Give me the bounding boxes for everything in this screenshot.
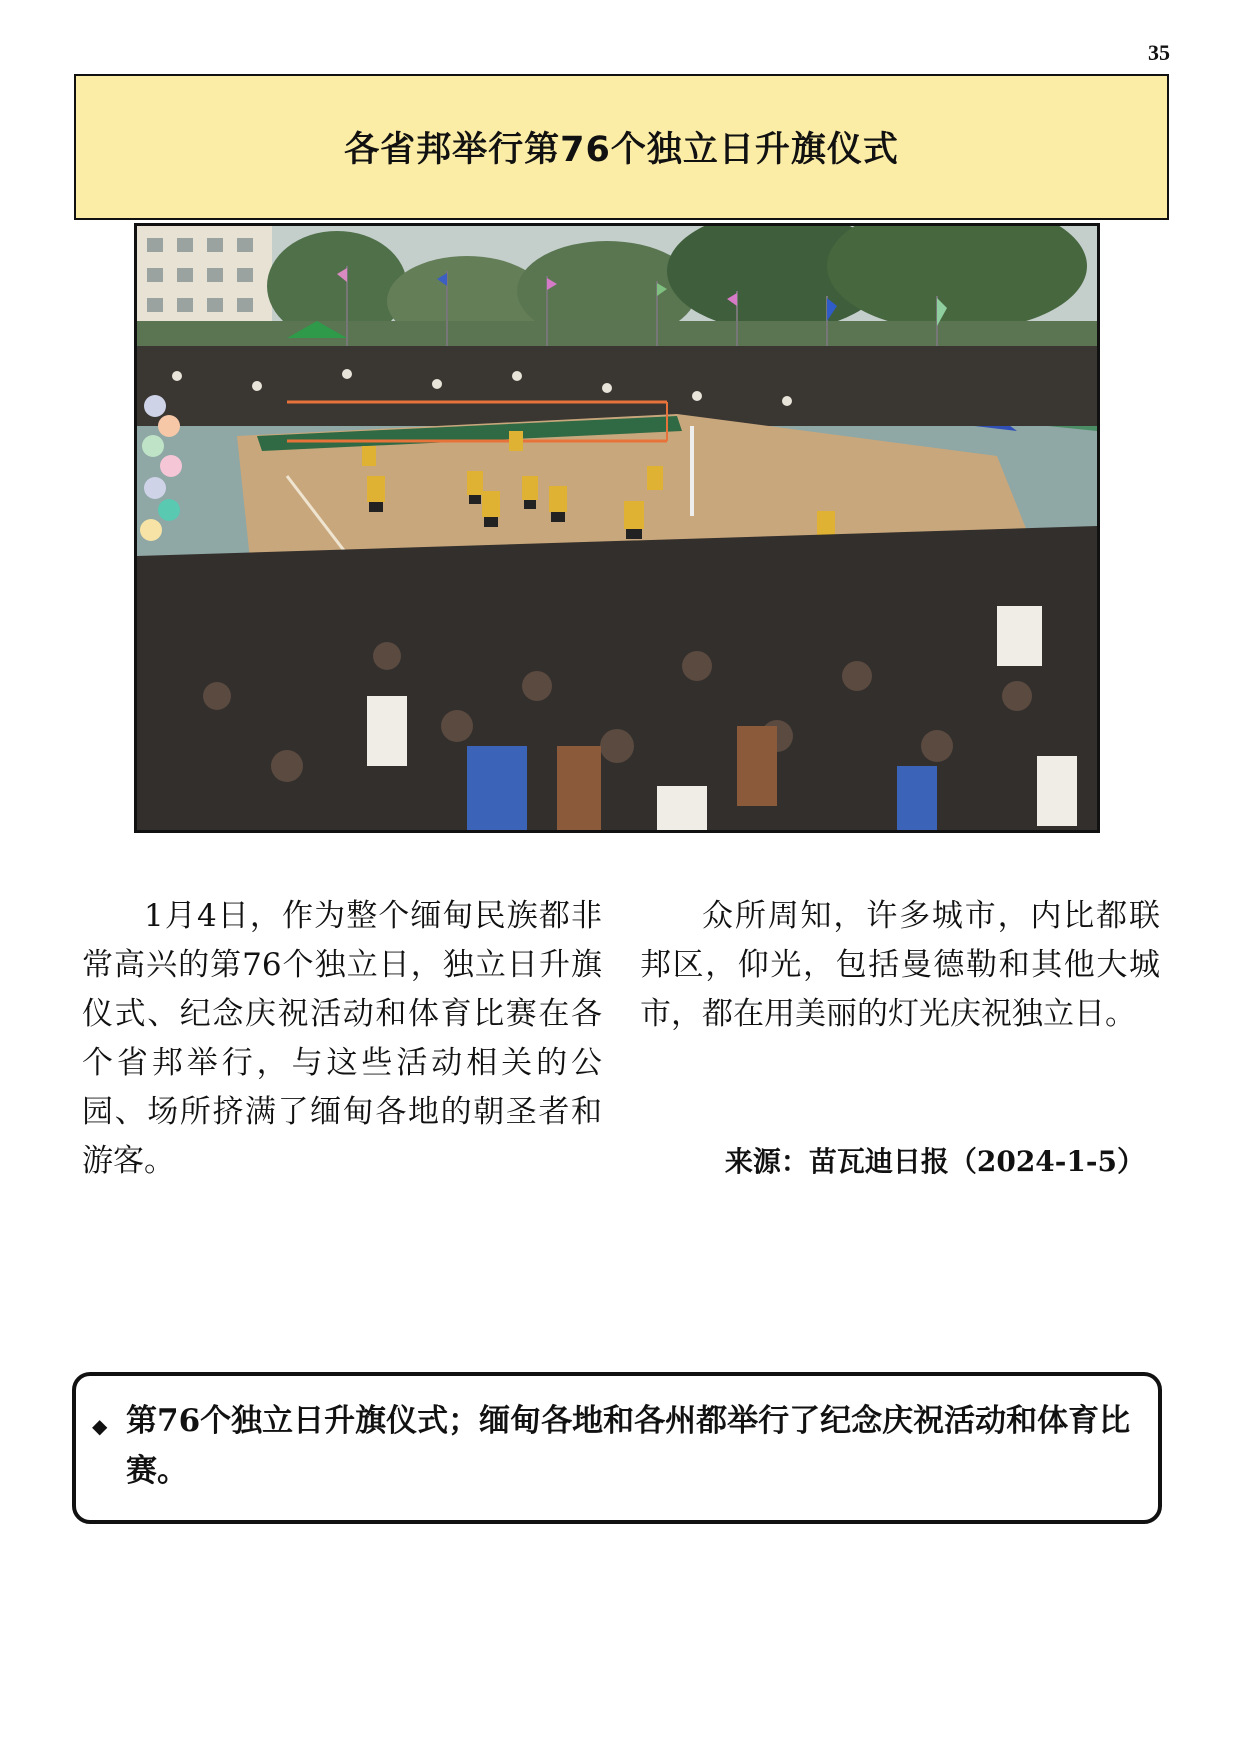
article-paragraph: 众所周知，许多城市，内比都联邦区，仰光，包括曼德勒和其他大城市，都在用美丽的灯光庆祝独立日。 (640, 898, 1160, 1032)
article-right-column (640, 892, 1160, 1039)
title-banner (74, 74, 1169, 220)
page-number: 35 (1148, 40, 1170, 65)
article-paragraph: 1月4日，作为整个缅甸民族都非常高兴的第76个独立日，独立日升旗仪式、纪念庆祝活动和体育比赛在各个省邦举行，与这些活动相关的公园、场所挤满了缅甸各地的朝圣者和游客。 (82, 898, 602, 1179)
volleyball-match-photo (137, 226, 1097, 830)
article-left-column (82, 892, 602, 1186)
event-photo (134, 223, 1100, 833)
diamond-bullet-icon: ◆ (92, 1414, 108, 1438)
summary-text: 第76个独立日升旗仪式；缅甸各地和各州都举行了纪念庆祝活动和体育比赛。 (126, 1403, 1131, 1489)
page-title: 各省邦举行第76个独立日升旗仪式 (344, 130, 899, 170)
summary-box (72, 1372, 1162, 1524)
article-source: 来源：苗瓦迪日报（2024-1-5） (724, 1145, 1145, 1178)
